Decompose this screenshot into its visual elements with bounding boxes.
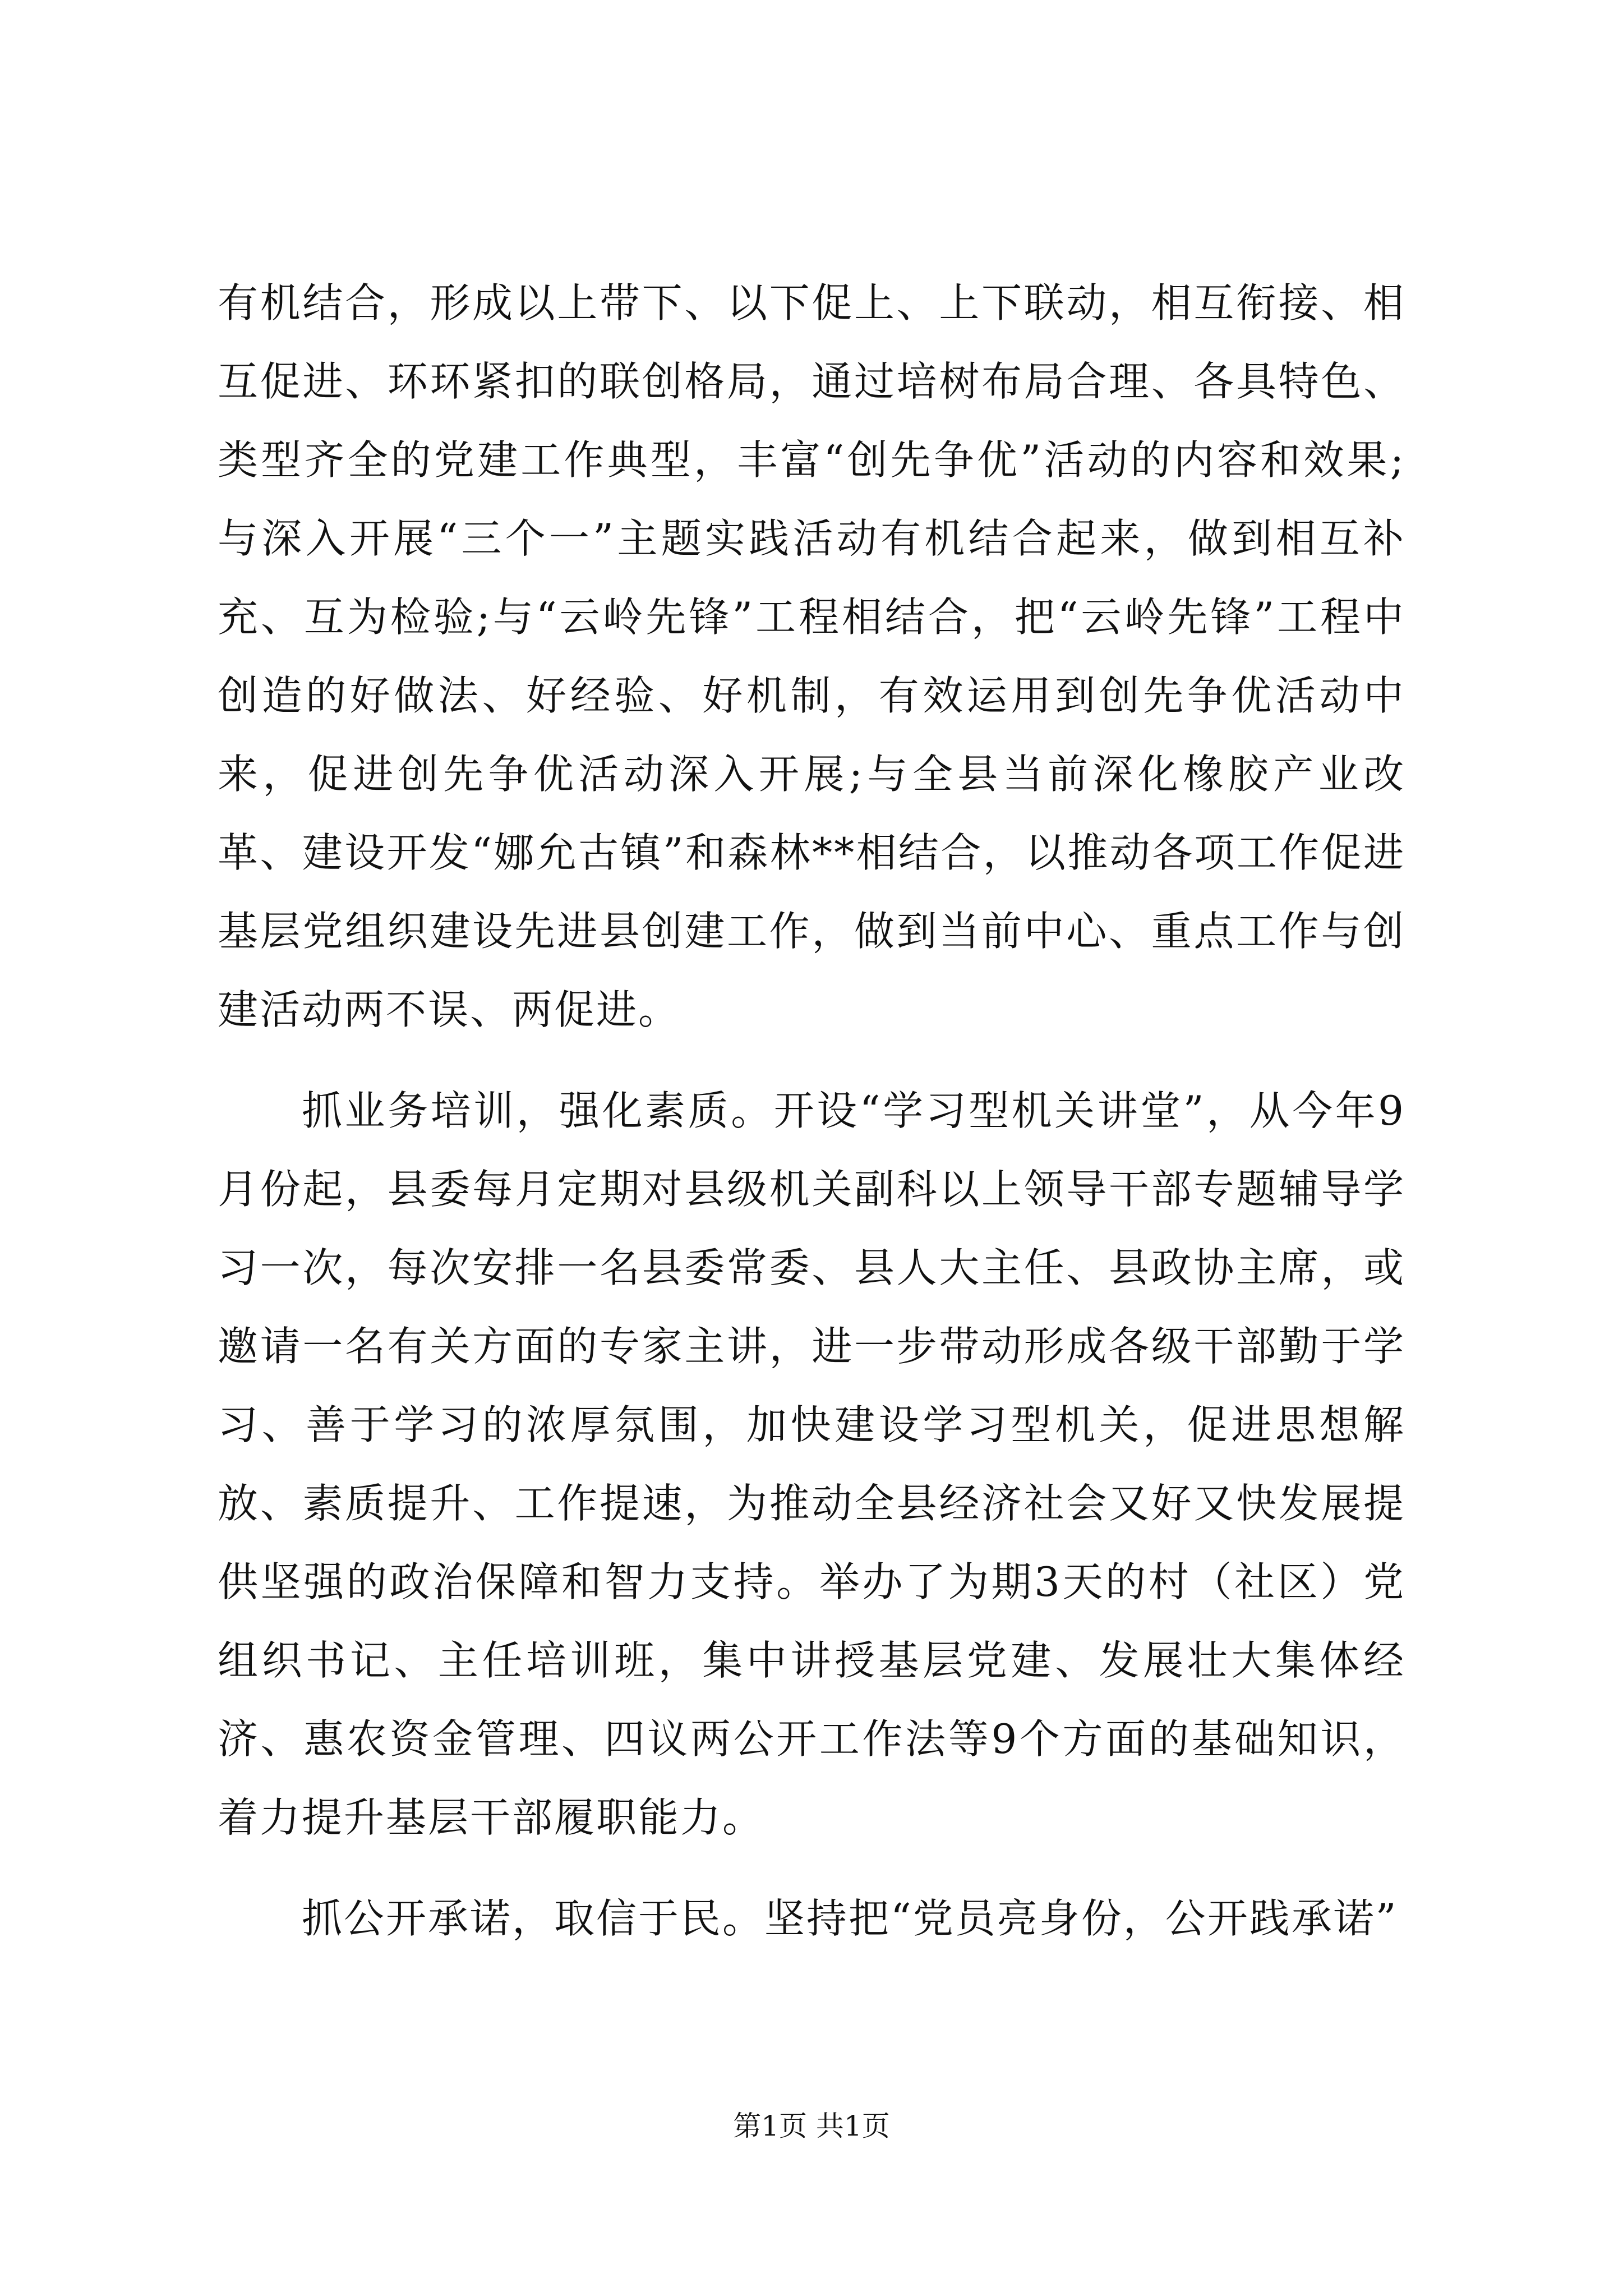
document-body (218, 264, 1405, 1958)
page-footer: 第1页 共1页 (733, 2110, 890, 2142)
paragraph-business-training: 抓业务培训，强化素质。开设“学习型机关讲堂”，从今年9月份起，县委每月定期对县级机关副科以上领导干部专题辅导学习一次，每次安排一名县委常委、县人大主任、县政协主席，或邀请一名有关方面的专家主讲，进一步带动形成各级干部勤于学习、善于学习的浓厚氛围，加快建设学习型机关，促进思想解放、素质提升、工作提速，为推动全县经济社会又好又快发展提供坚强的政治保障和智力支持。举办了为期3天的村（社区）党组织书记、主任培训班，集中讲授基层党建、发展壮大集体经济、惠农资金管理、四议两公开工作法等9个方面的基础知识，着力提升基层干部履职能力。 (218, 1087, 1405, 1841)
paragraph-continuation: 有机结合，形成以上带下、以下促上、上下联动，相互衔接、相互促进、环环紧扣的联创格局，通过培树布局合理、各具特色、类型齐全的党建工作典型，丰富“创先争优”活动的内容和效果;与深入开展“三个一”主题实践活动有机结合起来，做到相互补充、互为检验;与“云岭先锋”工程相结合，把“云岭先锋”工程中创造的好做法、好经验、好机制，有效运用到创先争优活动中来，促进创先争优活动深入开展;与全县当前深化橡胶产业改革、建设开发“娜允古镇”和森林**相结合，以推动各项工作促进基层党组织建设先进县创建工作，做到当前中心、重点工作与创建活动两不误、两促进。 (218, 279, 1405, 1033)
paragraph-public-commitment: 抓公开承诺，取信于民。坚持把“党员亮身份，公开践承诺” (302, 1895, 1398, 1942)
